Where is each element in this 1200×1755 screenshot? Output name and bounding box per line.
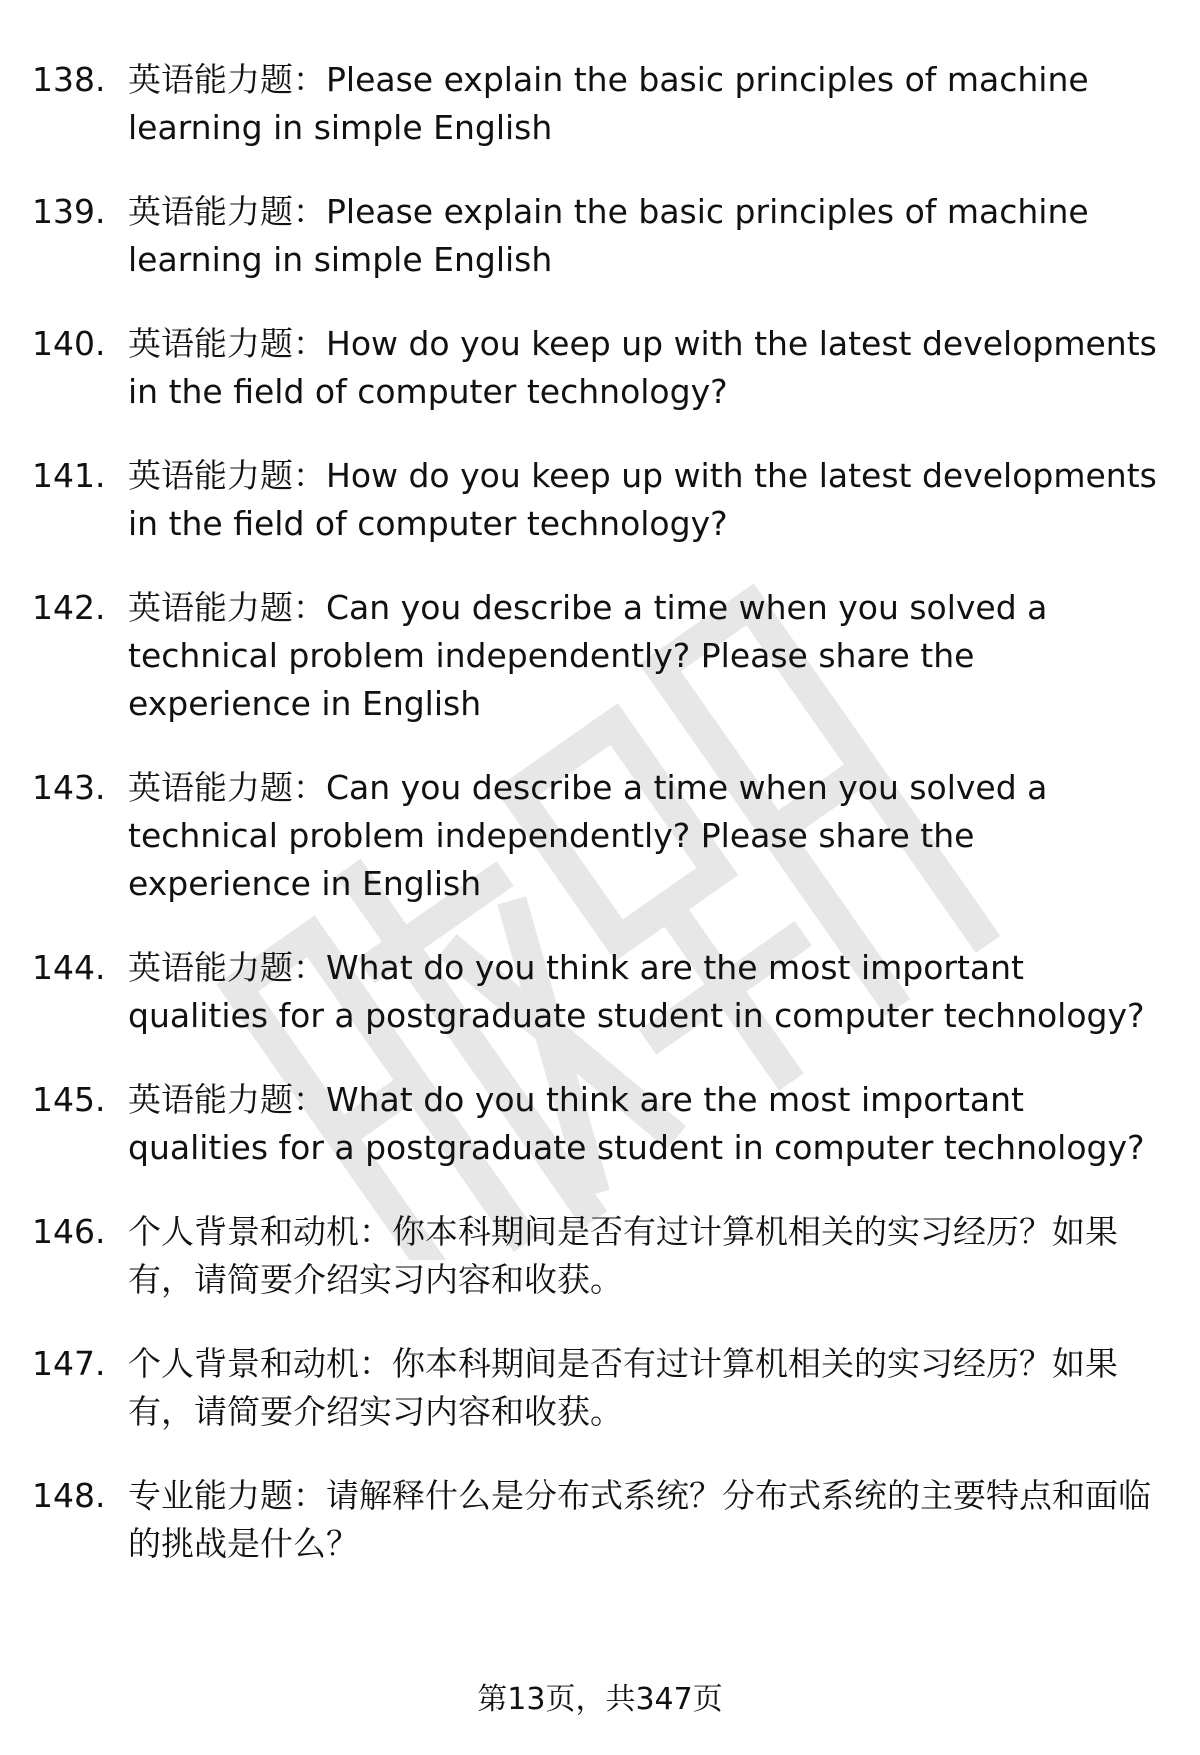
question-number: 146.: [32, 1212, 106, 1251]
question-body: What do you think are the most important qualities for a postgraduate student in computer technology?: [128, 1080, 1145, 1167]
question-number: 142.: [32, 588, 106, 627]
question-item-147: [32, 1340, 1172, 1436]
question-number: 138.: [32, 60, 106, 99]
question-item-143: [32, 764, 1172, 908]
question-body: 你本科期间是否有过计算机相关的实习经历？如果有，请简要介绍实习内容和收获。: [128, 1212, 1118, 1299]
question-text: [128, 320, 1163, 416]
question-number: 148.: [32, 1476, 106, 1515]
question-text: [128, 452, 1163, 548]
question-category: 英语能力题：: [128, 588, 326, 627]
question-category: 个人背景和动机：: [128, 1344, 392, 1383]
question-item-144: [32, 944, 1172, 1040]
question-category: 英语能力题：: [128, 456, 326, 495]
question-category: 专业能力题：: [128, 1476, 326, 1515]
question-number: 140.: [32, 324, 106, 363]
question-item-148: [32, 1472, 1172, 1568]
question-item-138: [32, 56, 1172, 152]
question-item-141: [32, 452, 1172, 548]
question-body: Can you describe a time when you solved a technical problem independently? Please share the experience in English: [128, 768, 1048, 903]
question-number: 141.: [32, 456, 106, 495]
question-text: [128, 1076, 1163, 1172]
question-item-140: [32, 320, 1172, 416]
question-text: [128, 1208, 1163, 1304]
question-category: 英语能力题：: [128, 60, 326, 99]
question-list: [32, 56, 1172, 1604]
question-body: Please explain the basic principles of machine learning in simple English: [128, 60, 1089, 147]
page-number-footer: 第13页，共347页: [477, 1682, 723, 1717]
question-body: How do you keep up with the latest developments in the field of computer technology?: [128, 456, 1157, 543]
question-text: [128, 1340, 1163, 1436]
question-number: 144.: [32, 948, 106, 987]
question-body: 你本科期间是否有过计算机相关的实习经历？如果有，请简要介绍实习内容和收获。: [128, 1344, 1118, 1431]
question-item-146: [32, 1208, 1172, 1304]
question-item-145: [32, 1076, 1172, 1172]
question-number: 145.: [32, 1080, 106, 1119]
question-text: [128, 1472, 1163, 1568]
question-category: 英语能力题：: [128, 192, 326, 231]
question-category: 个人背景和动机：: [128, 1212, 392, 1251]
question-number: 139.: [32, 192, 106, 231]
question-body: 请解释什么是分布式系统？分布式系统的主要特点和面临的挑战是什么？: [128, 1476, 1151, 1563]
question-category: 英语能力题：: [128, 1080, 326, 1119]
question-body: Can you describe a time when you solved a technical problem independently? Please share the experience in English: [128, 588, 1048, 723]
question-category: 英语能力题：: [128, 768, 326, 807]
question-text: [128, 584, 1163, 728]
question-item-139: [32, 188, 1172, 284]
question-item-142: [32, 584, 1172, 728]
question-body: What do you think are the most important qualities for a postgraduate student in computer technology?: [128, 948, 1145, 1035]
question-body: Please explain the basic principles of machine learning in simple English: [128, 192, 1089, 279]
question-text: [128, 764, 1163, 908]
question-number: 143.: [32, 768, 106, 807]
question-number: 147.: [32, 1344, 106, 1383]
question-category: 英语能力题：: [128, 324, 326, 363]
question-text: [128, 944, 1163, 1040]
question-text: [128, 56, 1163, 152]
question-body: How do you keep up with the latest developments in the field of computer technology?: [128, 324, 1157, 411]
question-category: 英语能力题：: [128, 948, 326, 987]
question-text: [128, 188, 1163, 284]
